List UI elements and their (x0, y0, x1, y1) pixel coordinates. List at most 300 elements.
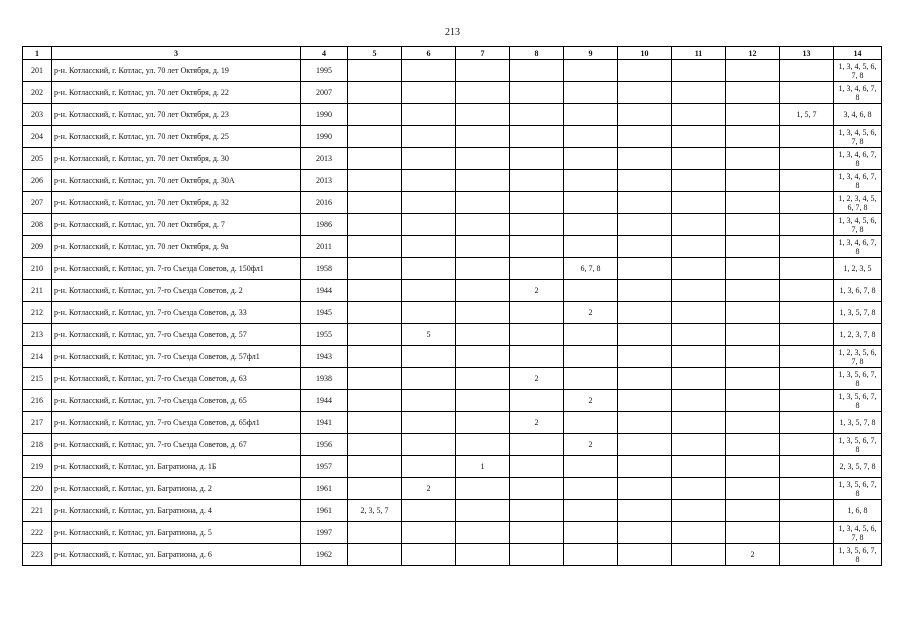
table-body (23, 60, 882, 566)
cell-col-8 (510, 258, 564, 280)
header-row (23, 47, 882, 60)
cell-col-9 (564, 214, 618, 236)
cell-col-14: 2, 3, 5, 7, 8 (834, 456, 882, 478)
address-cell: р-н. Котласский, г. Котлас, ул. Багратиона, д. 5 (52, 522, 301, 544)
cell-col-14: 1, 3, 5, 7, 8 (834, 302, 882, 324)
cell-col-11 (672, 346, 726, 368)
cell-col-5 (348, 412, 402, 434)
cell-col-13 (780, 544, 834, 566)
table-row (23, 522, 882, 544)
cell-col-12 (726, 280, 780, 302)
cell-col-1: 216 (23, 390, 52, 412)
cell-col-11 (672, 236, 726, 258)
column-header-7: 7 (456, 47, 510, 60)
cell-col-7 (456, 390, 510, 412)
cell-col-14: 1, 3, 5, 6, 7, 8 (834, 368, 882, 390)
cell-col-8 (510, 236, 564, 258)
cell-col-6 (402, 258, 456, 280)
cell-col-7 (456, 236, 510, 258)
cell-col-13 (780, 346, 834, 368)
cell-col-10 (618, 368, 672, 390)
cell-col-5 (348, 104, 402, 126)
cell-col-10 (618, 500, 672, 522)
cell-col-8: 2 (510, 412, 564, 434)
cell-col-4: 1955 (301, 324, 348, 346)
cell-col-11 (672, 434, 726, 456)
cell-col-1: 214 (23, 346, 52, 368)
table-header (23, 47, 882, 60)
table-row (23, 544, 882, 566)
cell-col-5 (348, 60, 402, 82)
cell-col-13 (780, 148, 834, 170)
column-header-3: 3 (52, 47, 301, 60)
cell-col-4: 1961 (301, 500, 348, 522)
cell-col-5 (348, 456, 402, 478)
cell-col-5 (348, 148, 402, 170)
cell-col-5 (348, 214, 402, 236)
cell-col-10 (618, 104, 672, 126)
cell-col-9 (564, 412, 618, 434)
cell-col-9 (564, 236, 618, 258)
table-row (23, 412, 882, 434)
cell-col-6 (402, 236, 456, 258)
cell-col-8 (510, 104, 564, 126)
address-cell: р-н. Котласский, г. Котлас, ул. 7-го Съезда Советов, д. 65 (52, 390, 301, 412)
cell-col-13 (780, 368, 834, 390)
cell-col-1: 208 (23, 214, 52, 236)
cell-col-6 (402, 302, 456, 324)
cell-col-1: 218 (23, 434, 52, 456)
cell-col-4: 1995 (301, 60, 348, 82)
cell-col-13 (780, 324, 834, 346)
cell-col-7 (456, 60, 510, 82)
cell-col-8: 2 (510, 368, 564, 390)
column-header-5: 5 (348, 47, 402, 60)
cell-col-9 (564, 346, 618, 368)
cell-col-6 (402, 522, 456, 544)
cell-col-14: 1, 3, 5, 6, 7, 8 (834, 478, 882, 500)
cell-col-10 (618, 148, 672, 170)
cell-col-12 (726, 126, 780, 148)
column-header-11: 11 (672, 47, 726, 60)
cell-col-11 (672, 258, 726, 280)
cell-col-9 (564, 60, 618, 82)
table-row (23, 456, 882, 478)
cell-col-9 (564, 82, 618, 104)
cell-col-1: 203 (23, 104, 52, 126)
address-cell: р-н. Котласский, г. Котлас, ул. Багратиона, д. 4 (52, 500, 301, 522)
cell-col-12 (726, 368, 780, 390)
cell-col-6 (402, 368, 456, 390)
cell-col-11 (672, 302, 726, 324)
cell-col-14: 1, 3, 5, 6, 7, 8 (834, 390, 882, 412)
cell-col-7 (456, 324, 510, 346)
cell-col-13 (780, 434, 834, 456)
cell-col-8 (510, 544, 564, 566)
cell-col-12 (726, 478, 780, 500)
cell-col-6: 5 (402, 324, 456, 346)
cell-col-4: 1990 (301, 126, 348, 148)
cell-col-14: 1, 2, 3, 5, 6, 7, 8 (834, 346, 882, 368)
table-row (23, 434, 882, 456)
cell-col-4: 2011 (301, 236, 348, 258)
cell-col-6 (402, 82, 456, 104)
address-cell: р-н. Котласский, г. Котлас, ул. 7-го Съезда Советов, д. 57фл1 (52, 346, 301, 368)
cell-col-1: 221 (23, 500, 52, 522)
cell-col-9: 2 (564, 390, 618, 412)
table-row (23, 104, 882, 126)
address-cell: р-н. Котласский, г. Котлас, ул. 7-го Съезда Советов, д. 2 (52, 280, 301, 302)
cell-col-9 (564, 478, 618, 500)
cell-col-4: 1945 (301, 302, 348, 324)
cell-col-7 (456, 280, 510, 302)
cell-col-8 (510, 390, 564, 412)
cell-col-10 (618, 324, 672, 346)
cell-col-13 (780, 302, 834, 324)
address-cell: р-н. Котласский, г. Котлас, ул. Багратиона, д. 6 (52, 544, 301, 566)
cell-col-14: 1, 3, 4, 6, 7, 8 (834, 148, 882, 170)
cell-col-11 (672, 192, 726, 214)
cell-col-7 (456, 82, 510, 104)
address-cell: р-н. Котласский, г. Котлас, ул. 7-го Съезда Советов, д. 65фл1 (52, 412, 301, 434)
cell-col-10 (618, 126, 672, 148)
cell-col-4: 1997 (301, 522, 348, 544)
cell-col-4: 1944 (301, 280, 348, 302)
cell-col-4: 1943 (301, 346, 348, 368)
cell-col-13 (780, 478, 834, 500)
cell-col-4: 2013 (301, 170, 348, 192)
cell-col-14: 1, 2, 3, 4, 5, 6, 7, 8 (834, 192, 882, 214)
cell-col-4: 1957 (301, 456, 348, 478)
cell-col-8 (510, 126, 564, 148)
cell-col-8 (510, 148, 564, 170)
cell-col-7 (456, 478, 510, 500)
address-cell: р-н. Котласский, г. Котлас, ул. 7-го Съезда Советов, д. 33 (52, 302, 301, 324)
cell-col-1: 205 (23, 148, 52, 170)
cell-col-14: 1, 3, 4, 6, 7, 8 (834, 170, 882, 192)
cell-col-14: 1, 3, 5, 6, 7, 8 (834, 434, 882, 456)
cell-col-5 (348, 478, 402, 500)
cell-col-11 (672, 456, 726, 478)
cell-col-12 (726, 236, 780, 258)
cell-col-12 (726, 170, 780, 192)
address-cell: р-н. Котласский, г. Котлас, ул. 70 лет Октября, д. 22 (52, 82, 301, 104)
cell-col-5: 2, 3, 5, 7 (348, 500, 402, 522)
cell-col-12 (726, 82, 780, 104)
cell-col-1: 210 (23, 258, 52, 280)
cell-col-13 (780, 258, 834, 280)
cell-col-5 (348, 544, 402, 566)
cell-col-7 (456, 192, 510, 214)
cell-col-14: 1, 3, 4, 5, 6, 7, 8 (834, 214, 882, 236)
address-cell: р-н. Котласский, г. Котлас, ул. 7-го Съезда Советов, д. 67 (52, 434, 301, 456)
cell-col-1: 217 (23, 412, 52, 434)
cell-col-13 (780, 456, 834, 478)
table-row (23, 346, 882, 368)
cell-col-11 (672, 390, 726, 412)
cell-col-10 (618, 478, 672, 500)
table-row (23, 60, 882, 82)
cell-col-7 (456, 214, 510, 236)
cell-col-8 (510, 456, 564, 478)
cell-col-14: 1, 3, 4, 5, 6, 7, 8 (834, 126, 882, 148)
cell-col-9: 2 (564, 434, 618, 456)
cell-col-4: 1958 (301, 258, 348, 280)
cell-col-5 (348, 82, 402, 104)
cell-col-13 (780, 214, 834, 236)
column-header-1: 1 (23, 47, 52, 60)
cell-col-9 (564, 368, 618, 390)
cell-col-4: 2013 (301, 148, 348, 170)
cell-col-6 (402, 192, 456, 214)
cell-col-9: 6, 7, 8 (564, 258, 618, 280)
table-row (23, 236, 882, 258)
cell-col-7 (456, 126, 510, 148)
cell-col-12 (726, 390, 780, 412)
table-row (23, 82, 882, 104)
cell-col-5 (348, 302, 402, 324)
cell-col-10 (618, 82, 672, 104)
cell-col-9 (564, 500, 618, 522)
table-row (23, 148, 882, 170)
address-cell: р-н. Котласский, г. Котлас, ул. 70 лет Октября, д. 9а (52, 236, 301, 258)
cell-col-1: 223 (23, 544, 52, 566)
cell-col-9 (564, 522, 618, 544)
cell-col-12 (726, 214, 780, 236)
cell-col-12 (726, 104, 780, 126)
cell-col-10 (618, 214, 672, 236)
cell-col-5 (348, 192, 402, 214)
cell-col-8 (510, 214, 564, 236)
address-cell: р-н. Котласский, г. Котлас, ул. 70 лет Октября, д. 30 (52, 148, 301, 170)
table-row (23, 170, 882, 192)
cell-col-7 (456, 368, 510, 390)
cell-col-1: 207 (23, 192, 52, 214)
cell-col-12 (726, 60, 780, 82)
cell-col-9 (564, 280, 618, 302)
table-row (23, 214, 882, 236)
cell-col-13 (780, 60, 834, 82)
cell-col-8 (510, 434, 564, 456)
cell-col-4: 2016 (301, 192, 348, 214)
cell-col-11 (672, 522, 726, 544)
cell-col-13 (780, 82, 834, 104)
cell-col-4: 1944 (301, 390, 348, 412)
table-row (23, 324, 882, 346)
cell-col-7 (456, 412, 510, 434)
cell-col-11 (672, 60, 726, 82)
cell-col-5 (348, 126, 402, 148)
cell-col-14: 1, 3, 4, 6, 7, 8 (834, 82, 882, 104)
cell-col-12 (726, 346, 780, 368)
column-header-8: 8 (510, 47, 564, 60)
cell-col-5 (348, 258, 402, 280)
cell-col-5 (348, 390, 402, 412)
address-cell: р-н. Котласский, г. Котлас, ул. 7-го Съезда Советов, д. 63 (52, 368, 301, 390)
column-header-13: 13 (780, 47, 834, 60)
cell-col-4: 1956 (301, 434, 348, 456)
cell-col-11 (672, 324, 726, 346)
table-row (23, 302, 882, 324)
cell-col-11 (672, 126, 726, 148)
cell-col-14: 1, 3, 5, 7, 8 (834, 412, 882, 434)
table-row (23, 280, 882, 302)
address-cell: р-н. Котласский, г. Котлас, ул. 7-го Съезда Советов, д. 150фл1 (52, 258, 301, 280)
cell-col-7 (456, 434, 510, 456)
cell-col-10 (618, 456, 672, 478)
column-header-4: 4 (301, 47, 348, 60)
cell-col-11 (672, 280, 726, 302)
cell-col-4: 2007 (301, 82, 348, 104)
cell-col-14: 3, 4, 6, 8 (834, 104, 882, 126)
cell-col-7 (456, 346, 510, 368)
cell-col-9 (564, 126, 618, 148)
cell-col-5 (348, 368, 402, 390)
cell-col-8 (510, 170, 564, 192)
cell-col-5 (348, 170, 402, 192)
cell-col-9 (564, 324, 618, 346)
table-row (23, 390, 882, 412)
cell-col-10 (618, 434, 672, 456)
cell-col-10 (618, 60, 672, 82)
cell-col-9 (564, 170, 618, 192)
cell-col-10 (618, 544, 672, 566)
cell-col-8 (510, 346, 564, 368)
cell-col-4: 1986 (301, 214, 348, 236)
cell-col-13 (780, 170, 834, 192)
cell-col-11 (672, 82, 726, 104)
cell-col-7 (456, 522, 510, 544)
cell-col-7: 1 (456, 456, 510, 478)
cell-col-12 (726, 456, 780, 478)
column-header-6: 6 (402, 47, 456, 60)
cell-col-12 (726, 148, 780, 170)
cell-col-7 (456, 258, 510, 280)
register-table (22, 46, 882, 566)
cell-col-12 (726, 302, 780, 324)
column-header-14: 14 (834, 47, 882, 60)
cell-col-5 (348, 434, 402, 456)
address-cell: р-н. Котласский, г. Котлас, ул. 70 лет Октября, д. 7 (52, 214, 301, 236)
cell-col-4: 1961 (301, 478, 348, 500)
table-row (23, 368, 882, 390)
cell-col-5 (348, 324, 402, 346)
cell-col-10 (618, 170, 672, 192)
cell-col-6 (402, 170, 456, 192)
address-cell: р-н. Котласский, г. Котлас, ул. 70 лет Октября, д. 23 (52, 104, 301, 126)
cell-col-1: 209 (23, 236, 52, 258)
cell-col-7 (456, 500, 510, 522)
cell-col-1: 206 (23, 170, 52, 192)
cell-col-14: 1, 3, 5, 6, 7, 8 (834, 544, 882, 566)
cell-col-4: 1990 (301, 104, 348, 126)
cell-col-4: 1962 (301, 544, 348, 566)
cell-col-11 (672, 214, 726, 236)
cell-col-8 (510, 60, 564, 82)
cell-col-9 (564, 544, 618, 566)
cell-col-8 (510, 82, 564, 104)
cell-col-6 (402, 346, 456, 368)
address-cell: р-н. Котласский, г. Котлас, ул. 70 лет Октября, д. 19 (52, 60, 301, 82)
table-row (23, 500, 882, 522)
cell-col-11 (672, 544, 726, 566)
cell-col-1: 212 (23, 302, 52, 324)
cell-col-1: 220 (23, 478, 52, 500)
cell-col-8 (510, 324, 564, 346)
cell-col-14: 1, 2, 3, 5 (834, 258, 882, 280)
cell-col-14: 1, 3, 6, 7, 8 (834, 280, 882, 302)
cell-col-5 (348, 522, 402, 544)
cell-col-14: 1, 2, 3, 7, 8 (834, 324, 882, 346)
cell-col-14: 1, 3, 4, 5, 6, 7, 8 (834, 60, 882, 82)
column-header-9: 9 (564, 47, 618, 60)
address-cell: р-н. Котласский, г. Котлас, ул. 7-го Съезда Советов, д. 57 (52, 324, 301, 346)
cell-col-6 (402, 434, 456, 456)
cell-col-12 (726, 412, 780, 434)
cell-col-10 (618, 302, 672, 324)
cell-col-10 (618, 412, 672, 434)
cell-col-1: 219 (23, 456, 52, 478)
cell-col-8: 2 (510, 280, 564, 302)
cell-col-12 (726, 324, 780, 346)
cell-col-8 (510, 192, 564, 214)
cell-col-1: 201 (23, 60, 52, 82)
cell-col-14: 1, 6, 8 (834, 500, 882, 522)
table-row (23, 192, 882, 214)
cell-col-6 (402, 500, 456, 522)
page-number: 213 (445, 27, 460, 38)
address-cell: р-н. Котласский, г. Котлас, ул. 70 лет Октября, д. 25 (52, 126, 301, 148)
cell-col-9 (564, 104, 618, 126)
cell-col-6 (402, 60, 456, 82)
cell-col-12: 2 (726, 544, 780, 566)
cell-col-12 (726, 192, 780, 214)
cell-col-9 (564, 192, 618, 214)
cell-col-11 (672, 170, 726, 192)
cell-col-12 (726, 500, 780, 522)
cell-col-8 (510, 478, 564, 500)
cell-col-13 (780, 236, 834, 258)
cell-col-6 (402, 456, 456, 478)
cell-col-8 (510, 522, 564, 544)
cell-col-1: 211 (23, 280, 52, 302)
cell-col-4: 1938 (301, 368, 348, 390)
cell-col-13 (780, 412, 834, 434)
cell-col-11 (672, 368, 726, 390)
cell-col-11 (672, 500, 726, 522)
cell-col-7 (456, 544, 510, 566)
cell-col-13 (780, 500, 834, 522)
cell-col-6 (402, 280, 456, 302)
cell-col-13: 1, 5, 7 (780, 104, 834, 126)
address-cell: р-н. Котласский, г. Котлас, ул. 70 лет Октября, д. 30А (52, 170, 301, 192)
cell-col-6 (402, 104, 456, 126)
cell-col-7 (456, 148, 510, 170)
cell-col-6 (402, 214, 456, 236)
cell-col-12 (726, 522, 780, 544)
cell-col-10 (618, 522, 672, 544)
table-row (23, 258, 882, 280)
table-row (23, 478, 882, 500)
cell-col-13 (780, 192, 834, 214)
cell-col-6 (402, 126, 456, 148)
table-row (23, 126, 882, 148)
cell-col-13 (780, 390, 834, 412)
cell-col-5 (348, 280, 402, 302)
cell-col-11 (672, 104, 726, 126)
column-header-12: 12 (726, 47, 780, 60)
cell-col-14: 1, 3, 4, 5, 6, 7, 8 (834, 522, 882, 544)
